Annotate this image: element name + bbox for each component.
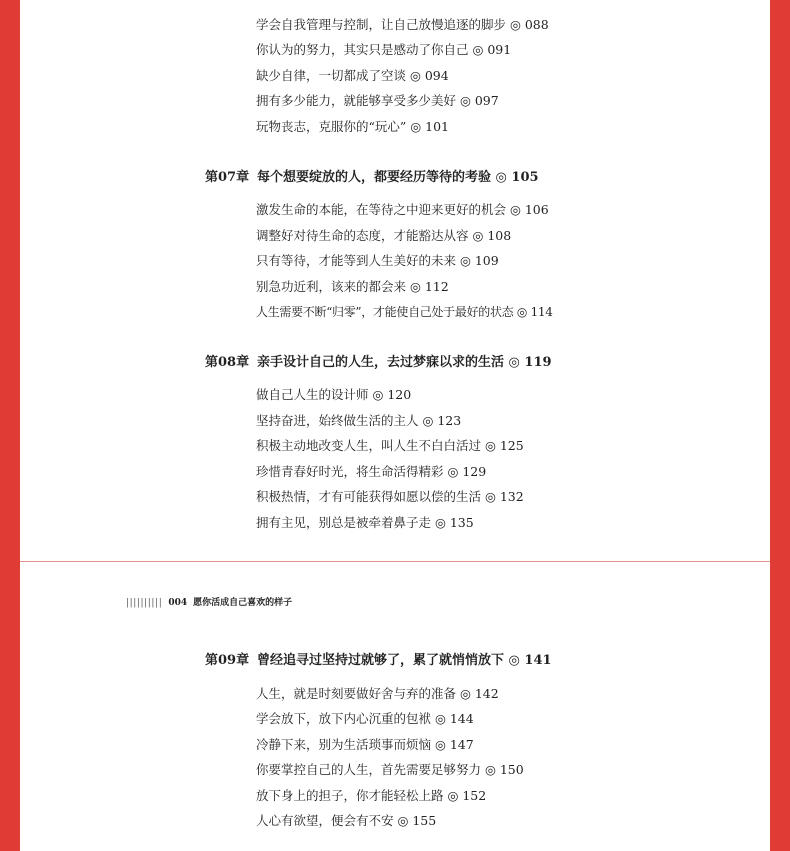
header-bars: |||||||||| xyxy=(126,598,163,608)
toc-entry: 拥有主见，别总是被牵着鼻子走 ◎ 135 xyxy=(256,515,474,530)
toc-entry: 别急功近利，该来的都会来 ◎ 112 xyxy=(256,279,449,294)
chapter-title: 亲手设计自己的人生，去过梦寐以求的生活 ◎ 119 xyxy=(257,355,552,370)
toc-entry: 学会放下，放下内心沉重的包袱 ◎ 144 xyxy=(256,711,474,726)
page-divider xyxy=(20,561,770,562)
chapter-number: 第09章 xyxy=(205,653,250,668)
toc-entry: 积极主动地改变人生，叫人生不白白活过 ◎ 125 xyxy=(256,438,524,453)
toc-entry: 只有等待，才能等到人生美好的未来 ◎ 109 xyxy=(256,253,499,268)
toc-entry: 人生，就是时刻要做好舍与弃的准备 ◎ 142 xyxy=(256,686,499,701)
toc-entry: 积极热情，才有可能获得如愿以偿的生活 ◎ 132 xyxy=(256,489,524,504)
chapter-title: 每个想要绽放的人，都要经历等待的考验 ◎ 105 xyxy=(257,170,539,185)
toc-entry: 冷静下来，别为生活琐事而烦恼 ◎ 147 xyxy=(256,737,474,752)
toc-entry: 学会自我管理与控制，让自己放慢追逐的脚步 ◎ 088 xyxy=(256,17,549,32)
red-border-right xyxy=(770,0,790,851)
chapter-number: 第07章 xyxy=(205,170,250,185)
toc-entry: 做自己人生的设计师 ◎ 120 xyxy=(256,387,412,402)
toc-entry: 你认为的努力，其实只是感动了你自己 ◎ 091 xyxy=(256,42,512,57)
chapter-number: 第08章 xyxy=(205,355,250,370)
chapter-heading-09 xyxy=(205,653,552,669)
chapter-heading-08 xyxy=(205,355,552,371)
toc-entry: 人生需要不断“归零”，才能使自己处于最好的状态 ◎ 114 xyxy=(256,305,553,319)
toc-entry: 放下身上的担子，你才能轻松上路 ◎ 152 xyxy=(256,788,487,803)
red-border-left xyxy=(0,0,20,851)
chapter-heading-07 xyxy=(205,170,539,186)
toc-entry: 珍惜青春好时光，将生命活得精彩 ◎ 129 xyxy=(256,464,487,479)
running-header xyxy=(126,597,292,609)
toc-entry: 调整好对待生命的态度，才能豁达从容 ◎ 108 xyxy=(256,228,512,243)
toc-entry: 玩物丧志，克服你的“玩心” ◎ 101 xyxy=(256,119,449,134)
toc-entry: 拥有多少能力，就能够享受多少美好 ◎ 097 xyxy=(256,93,499,108)
toc-entry: 人心有欲望，便会有不安 ◎ 155 xyxy=(256,813,437,828)
chapter-title: 曾经追寻过坚持过就够了，累了就悄悄放下 ◎ 141 xyxy=(257,653,552,668)
header-page-number: 004 xyxy=(168,598,188,608)
toc-entry: 坚持奋进，始终做生活的主人 ◎ 123 xyxy=(256,413,462,428)
toc-entry: 你要掌控自己的人生，首先需要足够努力 ◎ 150 xyxy=(256,762,524,777)
toc-entry: 缺少自律，一切都成了空谈 ◎ 094 xyxy=(256,68,449,83)
header-book-title: 愿你活成自己喜欢的样子 xyxy=(193,598,293,608)
toc-entry: 激发生命的本能，在等待之中迎来更好的机会 ◎ 106 xyxy=(256,202,549,217)
